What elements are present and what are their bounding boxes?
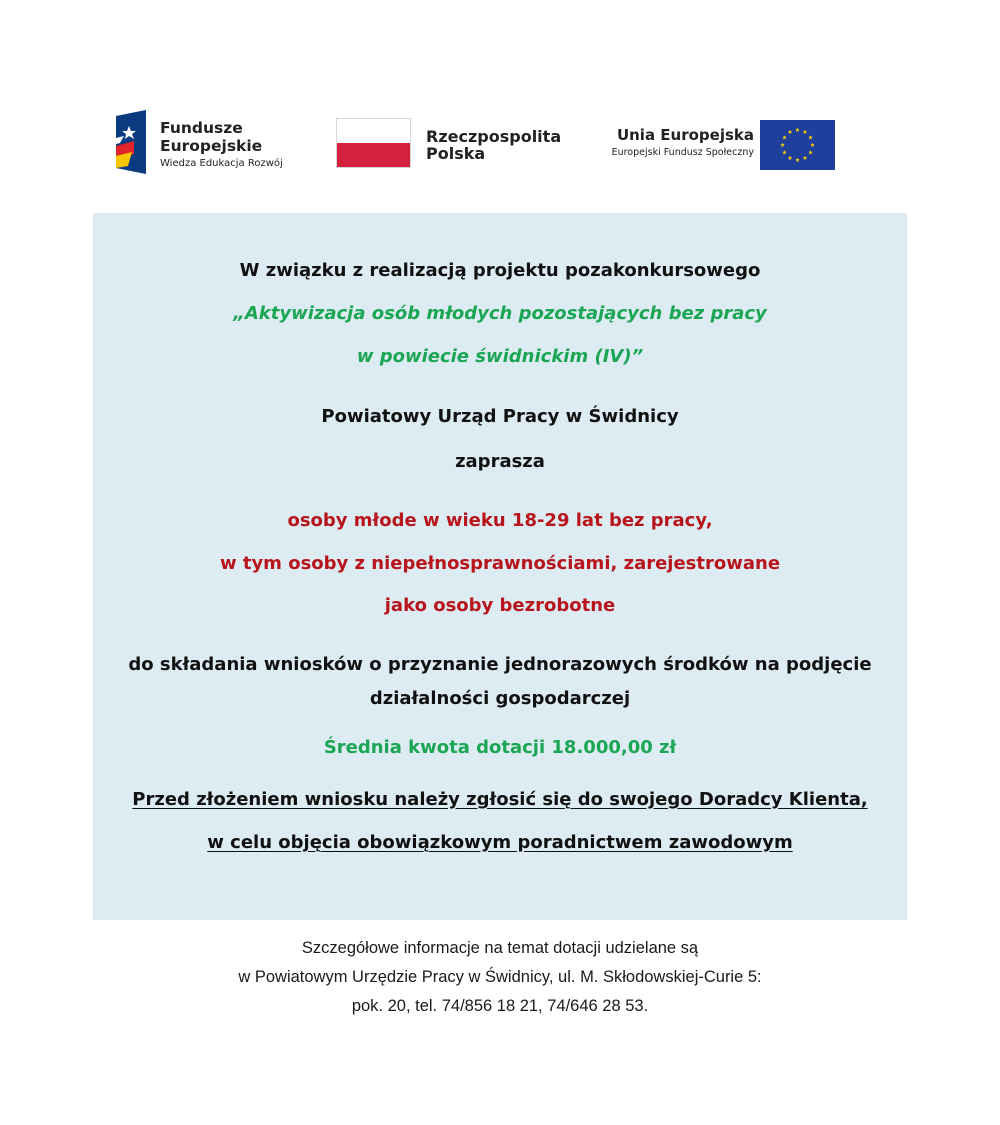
project-title-line2: w powiecie świdnickim (IV)” [356,346,644,367]
eu-flag-icon [760,120,835,170]
target-group-line1: osoby młode w wieku 18-29 lat bez pracy, [287,510,713,531]
purpose-line1: do składania wniosków o przyznanie jednorazowych środków na podjęcie [128,654,872,675]
average-amount: Średnia kwota dotacji 18.000,00 zł [323,737,677,758]
polish-flag-icon [336,118,411,168]
fundusze-tagline: Wiedza Edukacja Rozwój [160,158,283,169]
footer-line3: pok. 20, tel. 74/856 18 21, 74/646 28 53. [351,997,649,1015]
fundusze-europejskie-mark-icon [112,110,148,174]
target-group-line3: jako osoby bezrobotne [384,595,616,616]
rzeczpospolita-polska-logo [336,108,566,178]
fundusze-europejskie-text [160,119,283,169]
intro-text: W związku z realizacją projektu pozakonkursowego [239,260,761,281]
organizer-name: Powiatowy Urząd Pracy w Świdnicy [321,406,679,427]
unia-europejska-logo [598,108,844,178]
unia-europejska-text [612,126,754,158]
project-title-line1: „Aktywizacja osób młodych pozostających bez pracy [233,303,767,324]
fundusze-line2: Europejskie [160,137,263,155]
unia-line2: Europejski Fundusz Społeczny [611,147,754,158]
target-group-line2: w tym osoby z niepełnosprawnościami, zarejestrowane [219,553,781,574]
purpose-line2: działalności gospodarczej [369,688,631,709]
footer-line2: w Powiatowym Urzędzie Pracy w Świdnicy, ul. M. Skłodowskiej-Curie 5: [238,968,762,986]
notice-line1: Przed złożeniem wniosku należy zgłosić się do swojego Doradcy Klienta, [132,789,868,810]
invites-text: zaprasza [455,451,545,472]
notice-line2: w celu objęcia obowiązkowym poradnictwem zawodowym [207,832,793,853]
rzeczpospolita-line1: Rzeczpospolita [426,127,562,146]
rzeczpospolita-line2: Polska [426,144,486,163]
rzeczpospolita-polska-text [426,128,561,162]
announcement-panel [93,213,907,920]
unia-line1: Unia Europejska [616,126,754,144]
footer-line1: Szczegółowe informacje na temat dotacji udzielane są [301,939,699,957]
logo-bar [112,108,852,178]
fundusze-europejskie-logo [112,108,312,178]
fundusze-line1: Fundusze [160,119,243,137]
